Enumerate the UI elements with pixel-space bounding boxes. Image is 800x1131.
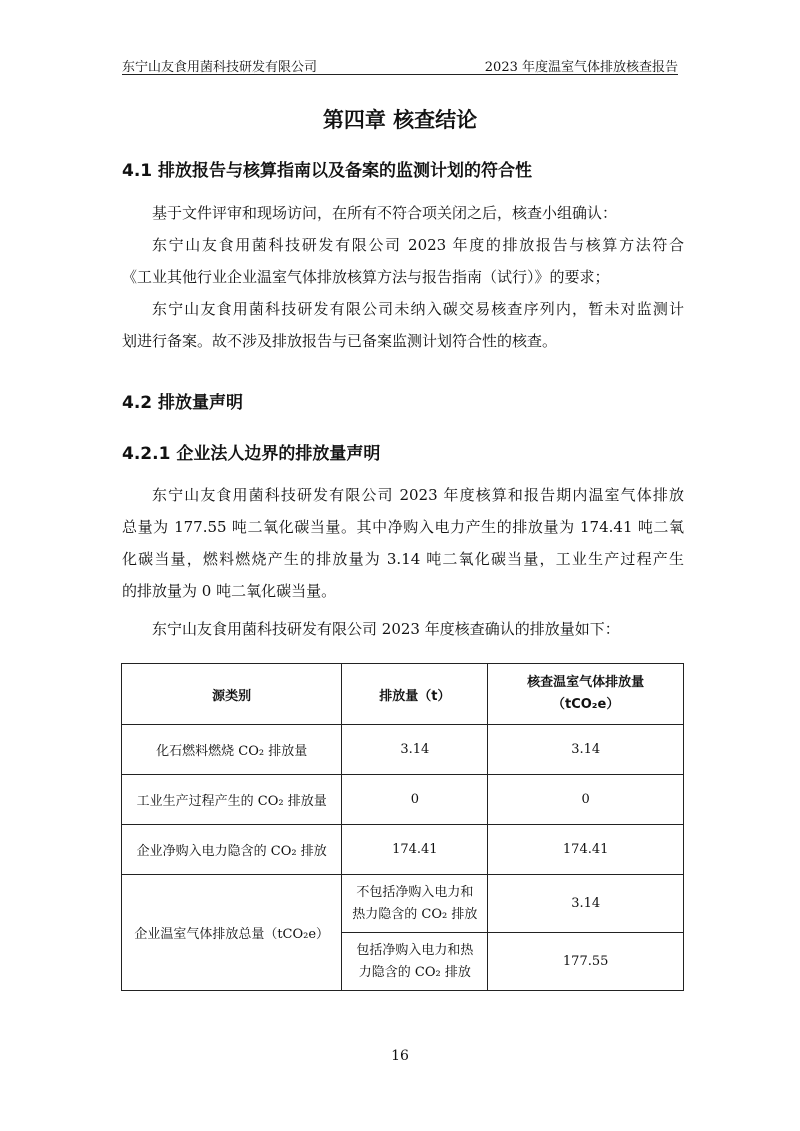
total-sub2-value: 177.55 (488, 933, 684, 991)
header-verified-line1: 核查温室气体排放量 (527, 675, 645, 690)
paragraph-line: 划进行备案。故不涉及排放报告与已备案监测计划符合性的核查。 (122, 332, 558, 350)
emission-table (121, 663, 684, 991)
header-verified-emission (488, 664, 684, 725)
row-label: 企业净购入电力隐含的 CO₂ 排放 (122, 825, 342, 875)
total-sub2-line2: 力隐含的 CO₂ 排放 (358, 964, 471, 980)
row-emission: 0 (342, 775, 488, 825)
total-sub1-line1: 不包括净购入电力和 (356, 884, 474, 900)
total-sub1-label (342, 875, 488, 933)
section-4-2-heading: 4.2 排放量声明 (122, 393, 244, 413)
header-emission: 排放量（t） (342, 664, 488, 725)
table-row (122, 725, 684, 775)
table-row (122, 775, 684, 825)
row-verified: 3.14 (488, 725, 684, 775)
paragraph-line: 东宁山友食用菌科技研发有限公司未纳入碳交易核查序列内，暂未对监测计 (152, 300, 684, 318)
row-emission: 3.14 (342, 725, 488, 775)
table-header-row (122, 664, 684, 725)
row-emission: 174.41 (342, 825, 488, 875)
paragraph-line: 化碳当量，燃料燃烧产生的排放量为 3.14 吨二氧化碳当量，工业生产过程产生 (122, 550, 684, 568)
row-verified: 174.41 (488, 825, 684, 875)
paragraph-line: 东宁山友食用菌科技研发有限公司 2023 年度核算和报告期内温室气体排放 (152, 486, 684, 504)
paragraph-line: 基于文件评审和现场访问，在所有不符合项关闭之后，核查小组确认： (152, 204, 618, 222)
table-intro: 东宁山友食用菌科技研发有限公司 2023 年度核查确认的排放量如下： (152, 620, 620, 638)
total-sub1-line2: 热力隐含的 CO₂ 排放 (352, 906, 478, 922)
page-header (122, 52, 678, 75)
paragraph-line: 总量为 177.55 吨二氧化碳当量。其中净购入电力产生的排放量为 174.41 吨二氧 (122, 518, 684, 536)
paragraph-line: 东宁山友食用菌科技研发有限公司 2023 年度的排放报告与核算方法符合 (152, 236, 684, 254)
chapter-title: 第四章 核查结论 (322, 108, 478, 132)
row-label: 化石燃料燃烧 CO₂ 排放量 (122, 725, 342, 775)
page-number: 16 (391, 1048, 409, 1064)
header-company: 东宁山友食用菌科技研发有限公司 (122, 60, 318, 75)
section-4-1-heading: 4.1 排放报告与核算指南以及备案的监测计划的符合性 (122, 161, 533, 181)
row-label: 工业生产过程产生的 CO₂ 排放量 (122, 775, 342, 825)
table-row-total (122, 875, 684, 933)
header-source-category: 源类别 (122, 664, 342, 725)
section-4-1-text (122, 197, 684, 357)
total-sub2-label (342, 933, 488, 991)
paragraph-line: 的排放量为 0 吨二氧化碳当量。 (122, 582, 337, 600)
paragraph-line: 《工业其他行业企业温室气体排放核算方法与报告指南（试行）》的要求； (122, 268, 610, 286)
section-4-2-1-text (122, 479, 684, 607)
header-report-title: 2023 年度温室气体排放核查报告 (484, 60, 678, 75)
table-row (122, 825, 684, 875)
header-verified-line2: （tCO₂e） (552, 697, 620, 712)
total-label: 企业温室气体排放总量（tCO₂e） (122, 875, 342, 991)
row-verified: 0 (488, 775, 684, 825)
section-4-2-1-heading: 4.2.1 企业法人边界的排放量声明 (122, 444, 381, 464)
total-sub1-value: 3.14 (488, 875, 684, 933)
total-sub2-line1: 包括净购入电力和热 (356, 942, 474, 958)
